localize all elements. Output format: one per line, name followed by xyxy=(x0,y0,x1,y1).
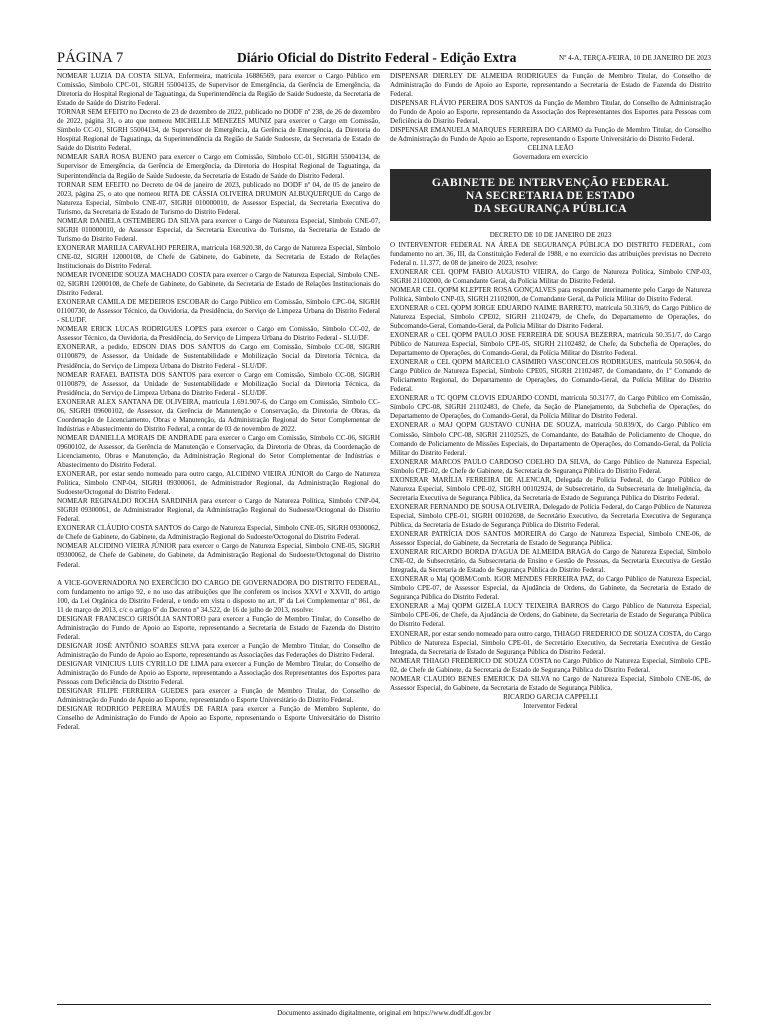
paragraph: EXONERAR MARCOS PAULO CARDOSO COELHO DA SILVA, do Cargo Público de Natureza Especial, Símbolo CPE-02, de Chefe de Gabinete, da Secretaria de Segurança Pública do Distrito Federal. xyxy=(390,457,711,475)
banner-line: GABINETE DE INTERVENÇÃO FEDERAL xyxy=(431,176,670,190)
paragraph: EXONERAR o TC QOPM CLOVIS EDUARDO CONDI, matrícula 50.317/7, do Cargo Público em Comissão, Símbolo CPC-08, SIGRH 21102483, de Chefe, da Seção de Planejamento, da Subchefia de Operações, do Departamento de Operações, do Comando-Geral, da Polícia Militar do Distrito Federal. xyxy=(390,394,711,421)
paragraph: EXONERAR, por estar sendo nomeado para outro cargo, ALCIDINO VIEIRA JÚNIOR do Cargo de Natureza Política, Símbolo CNP-04, SIGRH 09300061, de Administrador Regional, da Administração Regional do Sudoeste/Octogonal do Distrito Federal. xyxy=(57,470,380,497)
paragraph: DESIGNAR FRANCISCO GRISÓLIA SANTORO para exercer a Função de Membro Titular, do Conselho de Administração do Fundo de Apoio ao Esporte, representando a Secretaria de Estado de Fazenda do Distrito Federal. xyxy=(57,614,380,641)
paragraph: EXONERAR o CEL QOPM PAULO JOSE FERREIRA DE SOUSA BEZERRA, matrícula 50.351/7, do Cargo Público de Natureza Especial, Símbolo CPE-05, SIGRH 21102482, de Chefe, da Subchefia de Operações, do Departamento de Operações, do Comando-Geral, da Polícia Militar do Distrito Federal. xyxy=(390,330,711,358)
decree-title: DECRETO DE 10 DE JANEIRO DE 2023 xyxy=(489,231,612,240)
paragraph: EXONERAR FERNANDO DE SOUSA OLIVEIRA, Delegado de Polícia Federal, do Cargo Público de Natureza Especial, Símbolo CPE-01, SIGRH 00102698, de Secretário Executivo, da Secretaria Executiva de Segurança Pública, da Secretaria de Estado de Segurança Pública do Distrito Federal. xyxy=(390,502,711,529)
paragraph: EXONERAR CLÁUDIO COSTA SANTOS do Cargo de Natureza Especial, Símbolo CNE-05, SIGRH 09300062, de Chefe de Gabinete, do Gabinete, da Administração Regional do Sudoeste/Octogonal do Distrito Federal. xyxy=(57,524,380,542)
section-banner xyxy=(390,169,711,221)
publication-title: Diário Oficial do Distrito Federal - Edição Extra xyxy=(237,50,517,65)
paragraph: EXONERAR o CEL QOPM MARCELO CASIMIRO VASCONCELOS RODRIGUES, matrícula 50.506/4, do Cargo Público de Natureza Especial, Símbolo CPE05, SIGRH 21102487, de Comandante, do 1º Comando de Policiamento Regional, do Departamento de Operações, do Comando-Geral, da Polícia Militar do Distrito Federal. xyxy=(390,358,711,394)
paragraph: EXONERAR o Maj QOBM/Comb. IGOR MENDES FERREIRA PAZ, do Cargo Público de Natureza Especial, Símbolo CPE-07, de Assessor Especial, da Ajudância de Ordens, do Gabinete, da Secretaria de Estado de Segurança Pública do Distrito Federal. xyxy=(390,575,711,602)
paragraph: DISPENSAR EMANUELA MARQUES FERREIRA DO CARMO da Função de Membro Titular, do Conselho de Administração do Fundo de Apoio ao Esporte, representando o Esporte Universitário do Distrito Federal. xyxy=(390,126,711,144)
paragraph: EXONERAR a Maj QOPM GIZELA LUCY TEIXEIRA BARROS do Cargo Público de Natureza Especial, Símbolo CPE-06, de Chefe, da Ajudância de Ordens, do Gabinete, da Secretaria de Estado de Segurança Pública do Distrito Federal. xyxy=(390,602,711,629)
left-column xyxy=(57,72,380,732)
signature-role: Governadora em exercício xyxy=(513,153,588,162)
paragraph: NOMEAR DANIELLA MORAIS DE ANDRADE para exercer o Cargo em Comissão, Símbolo CC-06, SIGRH 09600102, de Assessor, da Gerência de Manutenção e Conservação, da Diretoria de Obras, da Coordenação de Licenciamento, Obras e Manutenção, da Administração Regional do Setor Complementar de Indústrias e Abastecimento do Distrito Federal. xyxy=(57,433,380,470)
paragraph: NOMEAR DANIELA OSTEMBERG DA SILVA para exercer o Cargo de Natureza Especial, Símbolo CNE-07, SIGRH 010000010, de Assessor Especial, da Secretaria Executiva do Turismo, da Secretaria de Estado de Turismo do Distrito Federal. xyxy=(57,216,380,243)
signature-name: RICARDO GARCIA CAPPELLI xyxy=(503,692,598,701)
paragraph: TORNAR SEM EFEITO no Decreto de 23 de dezembro de 2022, publicado no DODF nº 238, de 26 de dezembro de 2022, página 31, o ato que nomeou MICHELLE MENEZES MUNIZ para exercer o Cargo em Comissão, Símbolo CC-01, SIGRH 55004134, de Supervisor de Emergência, da Gerência de Emergência, da Diretoria do Hospital Regional de Taguatinga, da Superintendência da Região de Saúde Sudoeste, da Secretaria de Estado de Saúde do Distrito Federal. xyxy=(57,108,380,153)
footer-rule xyxy=(57,1004,711,1005)
signature-name: CELINA LEÃO xyxy=(527,144,574,153)
paragraph: A VICE-GOVERNADORA NO EXERCÍCIO DO CARGO DE GOVERNADORA DO DISTRITO FEDERAL, com fundamento no artigo 92, e no uso das atribuições que lhe conferem os incisos XXVI e XXVII, do artigo 100, da Lei Orgânica do Distrito Federal, e tendo em vista o disposto no art. 8º da Lei Complementar nº 861, de 11 de março de 2013, c/c o artigo 6º do Decreto nº 34.522, de 16 de julho de 2013, resolve: xyxy=(57,578,380,614)
paragraph: NOMEAR THIAGO FREDERICO DE SOUZA COSTA no Cargo Público de Natureza Especial, Símbolo CPE-02, de Chefe de Gabinete, da Secretaria de Estado de Segurança Pública do Distrito Federal. xyxy=(390,656,711,674)
footer-note: Documento assinado digitalmente, original em https://www.dodf.df.gov.br xyxy=(277,1009,491,1017)
paragraph: EXONERAR, por estar sendo nomeado para outro cargo, THIAGO FREDERICO DE SOUZA COSTA, do Cargo Público de Natureza Especial, Símbolo CPE-01, de Secretário Executivo, da Secretaria Executiva de Gestão Integrada, da Secretaria de Estado de Segurança Pública do Distrito Federal. xyxy=(390,629,712,656)
right-column xyxy=(390,72,711,711)
page-number: PÁGINA 7 xyxy=(57,50,124,66)
paragraph: EXONERAR PATRÍCIA DOS SANTOS MOREIRA do Cargo de Natureza Especial, Símbolo CNE-06, de Assessor Especial, do Gabinete, da Secretaria de Estado de Segurança Pública. xyxy=(390,530,711,548)
banner-line: DA SEGURANÇA PÚBLICA xyxy=(474,202,627,216)
paragraph: NOMEAR ERICK LUCAS RODRIGUES LOPES para exercer o Cargo em Comissão, Símbolo CC-02, de Assessor Técnico, da Ouvidoria, da Presidência, do Serviço de Limpeza Urbana do Distrito Federal - SLU/DF. xyxy=(57,325,380,343)
paragraph: EXONERAR ALEX SANTANA DE OLIVEIRA, matrícula 1.691.907-6, do Cargo em Comissão, Símbolo CC-06, SIGRH 09600102, de Assessor, da Gerência de Manutenção e Conservação, da Diretoria de Obras, da Coordenação de Licenciamento, Obras e Manutenção, da Administração Regional do Setor Complementar de Indústrias e Abastecimento do Distrito Federal, a contar de 03 de novembro de 2022. xyxy=(57,397,380,433)
paragraph: EXONERAR o MAJ QOPM GUSTAVO CUNHA DE SOUZA, matrícula 50.839/X, do Cargo Público em Comissão, Símbolo CPC-08, SIGRH 21102525, de Comandante, do Batalhão de Policiamento de Choque, do Comando de Policiamento de Missões Especiais, do Departamento de Operações, do Comando-Geral, da Polícia Militar do Distrito Federal. xyxy=(390,421,711,457)
paragraph-gap xyxy=(57,570,380,579)
paragraph: NOMEAR REGINALDO ROCHA SARDINHA para exercer o Cargo de Natureza Política, Símbolo CNP-04, SIGRH 09300061, de Administrador Regional, da Administração Regional do Sudoeste/Octogonal do Distrito Federal. xyxy=(57,497,380,524)
paragraph: NOMEAR RAFAEL BATISTA DOS SANTOS para exercer o Cargo em Comissão, Símbolo CC-08, SIGRH 01100879, de Assessor, da Unidade de Sustentabilidade e Mobilização Social da Diretoria Técnica, da Presidência, do Serviço de Limpeza Urbana do Distrito Federal - SLU/DF. xyxy=(57,370,380,397)
issue-date: Nº 4-A, TERÇA-FEIRA, 10 DE JANEIRO DE 2023 xyxy=(558,54,711,62)
paragraph: DESIGNAR VINICIUS LUIS CYRILLO DE LIMA para exercer a Função de Membro Titular, do Conselho de Administração do Fundo de Apoio ao Esporte, representando a Associação dos Representantes dos Esportes para Pessoas com Deficiência do Distrito Federal. xyxy=(57,660,380,687)
paragraph: DESIGNAR JOSÉ ANTÔNIO SOARES SILVA para exercer a Função de Membro Titular, do Conselho de Administração do Fundo de Apoio ao Esporte, representando as Associações das Federações do Distrito Federal. xyxy=(57,641,380,659)
paragraph: EXONERAR MARÍLIA FERREIRA DE ALENCAR, Delegada de Polícia Federal, do Cargo Público de Natureza Especial, Símbolo CPE-02, SIGRH 00102924, de Subsecretário, da Subsecretaria de Inteligência, da Secretaria Executiva de Segurança Pública, da Secretaria de Estado de Segurança Pública do Distrito Federal. xyxy=(390,475,711,502)
paragraph: DESIGNAR RODRIGO PEREIRA MAUÉS DE FARIA para exercer a Função de Membro Suplente, do Conselho de Administração do Fundo de Apoio ao Esporte, representando o Esporte Universitário do Distrito Federal. xyxy=(57,705,380,732)
signature-role: Interventor Federal xyxy=(523,701,578,710)
paragraph: EXONERAR CAMILA DE MEDEIROS ESCOBAR do Cargo Público em Comissão, Símbolo CPC-04, SIGRH 01100730, de Assessor Técnico, da Ouvidoria, da Presidência, do Serviço de Limpeza Urbana do Distrito Federal - SLU/DF. xyxy=(57,298,380,325)
paragraph: NOMEAR SARA ROSA BUENO para exercer o Cargo em Comissão, Símbolo CC-01, SIGRH 55004134, de Supervisor de Emergência, da Gerência de Emergência, da Diretoria do Hospital Regional de Taguatinga, da Superintendência da Região de Saúde Sudoeste, da Secretaria de Estado de Saúde do Distrito Federal. xyxy=(57,153,380,180)
paragraph: EXONERAR RICARDO BORDA D'AGUA DE ALMEIDA BRAGA do Cargo de Natureza Especial, Símbolo CNE-02, de Subsecretário, da Subsecretaria de Ensino e Gestão de Pessoas, da Secretaria Executiva de Gestão Integrada, da Secretaria de Estado de Segurança Pública do Distrito Federal. xyxy=(390,548,711,575)
banner-line: NA SECRETARIA DE ESTADO xyxy=(465,189,636,203)
paragraph: O INTERVENTOR FEDERAL NA ÁREA DE SEGURANÇA PÚBLICA DO DISTRITO FEDERAL, com fundamento no art. 36, III, da Constituição Federal de 1988, e no exercício das atribuições previstas no Decreto Federal n. 11.377, de 08 de janeiro de 2023, resolve: xyxy=(390,240,711,267)
paragraph: EXONERAR CEL QOPM FABIO AUGUSTO VIEIRA, do Cargo de Natureza Política, Símbolo CNP-03, SIGRH 21102000, de Comandante Geral, da Polícia Militar do Distrito Federal. xyxy=(390,267,711,285)
paragraph: NOMEAR CEL QOPM KLEPTER ROSA GONÇALVES para responder interinamente pelo Cargo de Natureza Política, Símbolo CNP-03, SIGRH 21102000, de Comandante Geral, da Polícia Militar do Distrito Federal. xyxy=(390,285,711,303)
paragraph: EXONERAR MARILIA CARVALHO PEREIRA, matrícula 168.920.38, do Cargo de Natureza Especial, Símbolo CNE-02, SIGRH 12000108, de Chefe de Gabinete, do Gabinete, da Secretaria de Estado de Relações Institucionais do Distrito Federal. xyxy=(57,243,380,270)
paragraph: EXONERAR o CEL QOPM JORGE EDUARDO NAIME BARRETO, matrícula 50.316/9, do Cargo Público de Natureza Especial, Símbolo CPE02, SIGRH 21102479, de Chefe, do Departamento de Operações, do Subcomando-Geral, Comando-Geral, da Polícia Militar do Distrito Federal. xyxy=(390,303,711,330)
paragraph: EXONERAR, a pedido, EDSON DIAS DOS SANTOS do Cargo em Comissão, Símbolo CC-08, SIGRH 01100879, de Assessor, da Unidade de Sustentabilidade e Mobilização Social da Diretoria Técnica, da Presidência, do Serviço de Limpeza Urbana do Distrito Federal - SLU/DF. xyxy=(57,343,380,370)
paragraph: TORNAR SEM EFEITO no Decreto de 04 de janeiro de 2023, publicado no DODF nº 04, de 05 de janeiro de 2023, página 25, o ato que nomeou RITA DE CÁSSIA OLIVEIRA DRUMON ALBUQUERQUE do Cargo de Natureza Especial, Símbolo CNE-07, SIGRH 010000010, de Assessor Especial, da Secretaria Executiva do Turismo, da Secretaria de Estado de Turismo do Distrito Federal. xyxy=(57,180,380,216)
paragraph: NOMEAR LUZIA DA COSTA SILVA, Enfermeira, matrícula 16886569, para exercer o Cargo Público em Comissão, Símbolo CPC-01, SIGRH 55004135, de Supervisor de Emergência, da Gerência de Emergência, da Diretoria do Hospital Regional de Taguatinga, da Superintendência da Região de Saúde Sudoeste, da Secretaria de Estado de Saúde do Distrito Federal. xyxy=(57,72,380,108)
paragraph: NOMEAR ALCIDINO VIEIRA JÚNIOR para exercer o Cargo de Natureza Especial, Símbolo CNE-05, SIGRH 09300062, de Chefe de Gabinete, do Gabinete, da Administração Regional do Sudoeste/Octogonal do Distrito Federal. xyxy=(57,542,380,569)
paragraph: NOMEAR CLAUDIO BENES EMERICK DA SILVA no Cargo de Natureza Especial, Símbolo CNE-06, de Assessor Especial, do Gabinete, da Secretaria de Estado de Segurança Pública. xyxy=(390,674,711,692)
paragraph: DISPENSAR FLÁVIO PEREIRA DOS SANTOS da Função de Membro Titular, do Conselho de Administração do Fundo de Apoio ao Esporte, representando da Associação dos Representantes dos Esportes para Pessoas com Deficiência do Distrito Federal. xyxy=(390,99,711,126)
header-rule xyxy=(57,69,711,70)
page-header xyxy=(57,50,711,68)
paragraph: NOMEAR IVONEIDE SOUZA MACHADO COSTA para exercer o Cargo de Natureza Especial, Símbolo CNE-02, SIGRH 12000108, de Chefe de Gabinete, do Gabinete, da Secretaria de Estado de Relações Institucionais do Distrito Federal. xyxy=(57,271,380,298)
paragraph: DISPENSAR DIERLEY DE ALMEIDA RODRIGUES da Função de Membro Titular, do Conselho de Administração do Fundo de Apoio ao Esporte, representando a Secretaria de Estado de Fazenda do Distrito Federal. xyxy=(390,72,711,99)
paragraph: DESIGNAR FILIPE FERREIRA GUEDES para exercer a Função de Membro Titular, do Conselho de Administração do Fundo de Apoio ao Esporte, representando o Esporte Universitário do Distrito Federal. xyxy=(57,687,380,705)
